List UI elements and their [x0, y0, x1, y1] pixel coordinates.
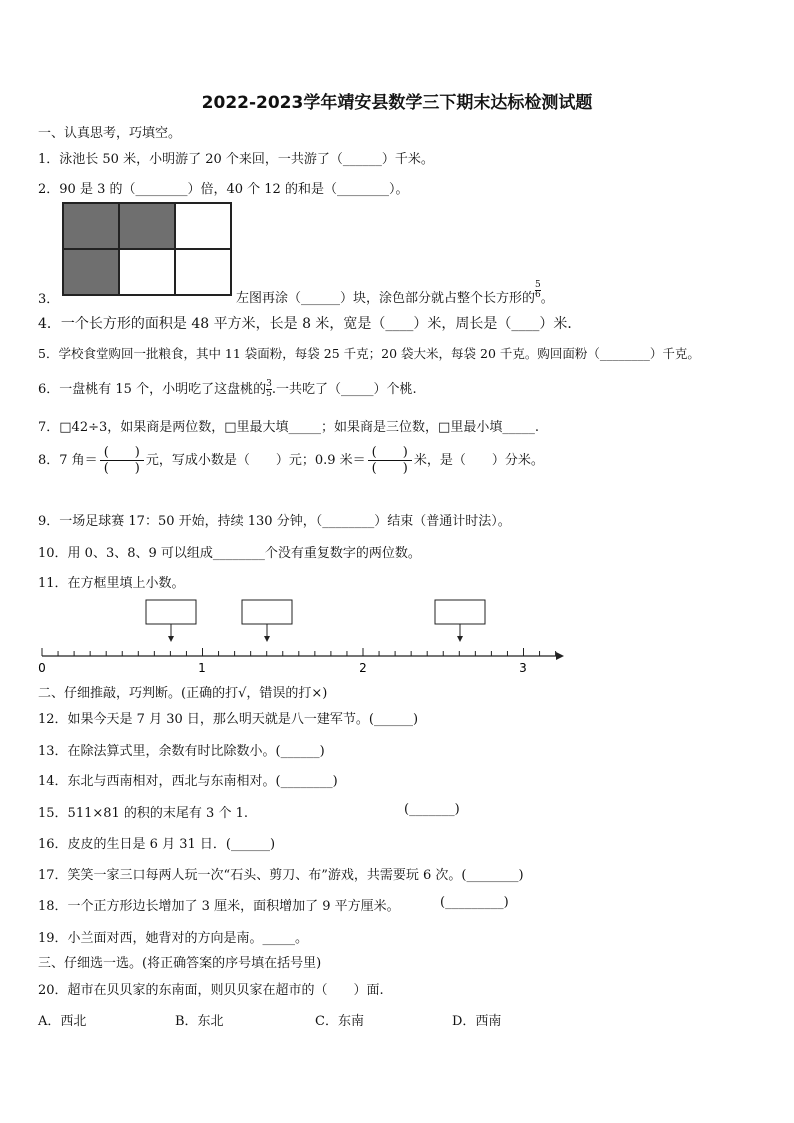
question-14: 14．东北与西南相对，西北与东南相对。(________): [38, 774, 338, 789]
fraction-numerator: 3: [266, 379, 272, 389]
grid-cell-shaded: [63, 203, 119, 249]
fraction-blank-numerator: ( ): [368, 446, 412, 461]
question-6: [38, 378, 417, 399]
section-2-heading: 二、仔细推敲，巧判断。(正确的打√，错误的打×): [38, 686, 328, 701]
question-3-text: 左图再涂（______）块，涂色部分就占整个长方形的: [236, 291, 536, 306]
fraction-blank-denominator: ( ): [371, 461, 408, 476]
axis-arrow-head: [556, 652, 564, 660]
fraction-denominator: 6: [535, 290, 541, 300]
grid-cell-empty: [175, 203, 231, 249]
question-3-number: 3．: [38, 292, 60, 307]
answer-box-1: [146, 600, 196, 624]
question-3: [236, 280, 554, 308]
question-6-end: .一共吃了（_____）个桃.: [271, 382, 417, 397]
fraction-blank-1: [100, 446, 144, 475]
question-8-text-c: 米，是（ ）分米。: [413, 453, 544, 468]
question-18: 18．一个正方形边长增加了 3 厘米，面积增加了 9 平方厘米。: [38, 899, 400, 914]
fraction-denominator: 5: [266, 389, 272, 399]
question-8-text-a: 8．7 角＝: [38, 453, 98, 468]
question-5: 5．学校食堂购回一批粮食，其中 11 袋面粉，每袋 25 千克；20 袋大米，每袋 20 千克。购回面粉（________）千克。: [38, 346, 700, 361]
question-13: 13．在除法算式里，余数有时比除数小。(______): [38, 744, 325, 759]
option-c: C．东南: [315, 1014, 364, 1029]
section-3-heading: 三、仔细选一选。(将正确答案的序号填在括号里): [38, 956, 322, 971]
option-a: A．西北: [38, 1014, 87, 1029]
fraction-blank-numerator: ( ): [100, 446, 144, 461]
page-title: 2022-2023学年靖安县数学三下期末达标检测试题: [201, 93, 593, 113]
number-line-figure: [0, 596, 794, 678]
fraction-blank-denominator: ( ): [103, 461, 140, 476]
grid-cell-shaded: [119, 203, 175, 249]
rectangle-grid-figure: [62, 202, 232, 296]
question-15-blank: (_______): [404, 802, 460, 817]
question-20: 20．超市在贝贝家的东南面，则贝贝家在超市的（ ）面.: [38, 983, 384, 998]
fraction-5-6: [535, 281, 541, 300]
question-2: 2．90 是 3 的（________）倍，40 个 12 的和是（________）。: [38, 182, 409, 197]
option-b: B．东北: [175, 1014, 224, 1029]
question-15: 15．511×81 的积的末尾有 3 个 1.: [38, 806, 248, 821]
tick-label-2: 2: [359, 661, 367, 675]
tick-label-3: 3: [519, 661, 527, 675]
fraction-numerator: 5: [535, 280, 541, 290]
answer-box-2: [242, 600, 292, 624]
tick-label-0: 0: [38, 661, 46, 675]
fraction-blank-2: [368, 446, 412, 475]
question-1: 1．泳池长 50 米，小明游了 20 个来回，一共游了（______）千米。: [38, 152, 434, 167]
answer-box-3: [435, 600, 485, 624]
question-17: 17．笑笑一家三口每两人玩一次“石头、剪刀、布”游戏，共需要玩 6 次。(________): [38, 868, 524, 883]
arrow-head-3: [457, 636, 463, 642]
question-18-blank: (_________): [440, 895, 509, 910]
arrow-head-2: [264, 636, 270, 642]
question-8: [38, 446, 544, 475]
grid-cell-empty: [175, 249, 231, 295]
question-19: 19．小兰面对西，她背对的方向是南。_____。: [38, 931, 309, 946]
question-16: 16．皮皮的生日是 6 月 31 日．(______): [38, 837, 276, 852]
question-12: 12．如果今天是 7 月 30 日，那么明天就是八一建军节。(______): [38, 712, 419, 727]
question-3-end: 。: [540, 291, 554, 306]
question-9: 9．一场足球赛 17：50 开始，持续 130 分钟，（________）结束（普通计时法）。: [38, 514, 511, 529]
option-d: D．西南: [452, 1014, 502, 1029]
question-8-text-b: 元，写成小数是（ ）元；0.9 米＝: [145, 453, 366, 468]
question-6-text: 6．一盘桃有 15 个，小明吃了这盘桃的: [38, 382, 267, 397]
question-10: 10．用 0、3、8、9 可以组成________个没有重复数字的两位数。: [38, 546, 421, 561]
tick-label-1: 1: [198, 661, 206, 675]
grid-cell-empty: [119, 249, 175, 295]
section-1-heading: 一、认真思考，巧填空。: [38, 126, 182, 141]
question-11: 11．在方框里填上小数。: [38, 576, 185, 591]
arrow-head-1: [168, 636, 174, 642]
question-4: 4．一个长方形的面积是 48 平方米，长是 8 米，宽是（____）米，周长是（____）米．: [38, 316, 582, 332]
grid-cell-shaded: [63, 249, 119, 295]
number-line-ticks: [42, 648, 556, 656]
question-7: 7．□42÷3，如果商是两位数，□里最大填_____；如果商是三位数，□里最小填_____.: [38, 420, 539, 435]
